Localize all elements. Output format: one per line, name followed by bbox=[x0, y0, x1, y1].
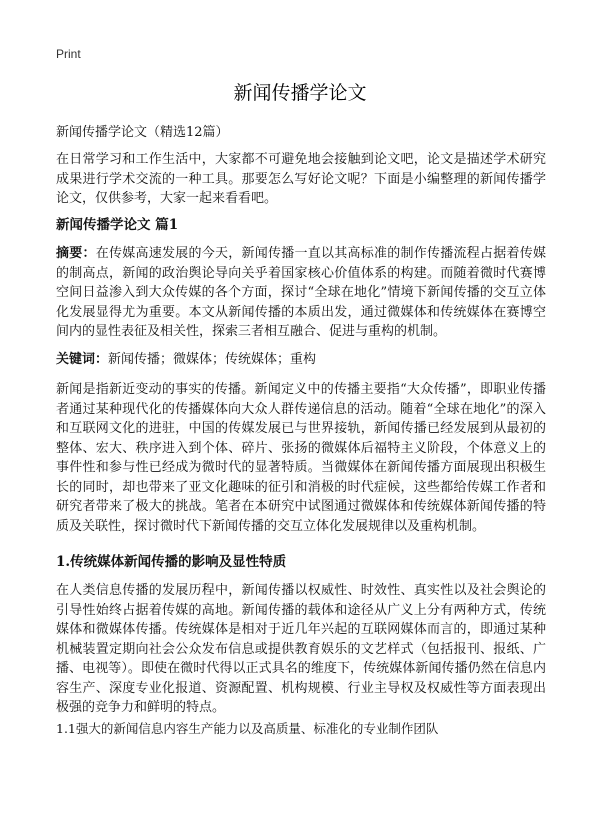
keywords-text: 新闻传播；微媒体；传统媒体；重构 bbox=[108, 352, 317, 367]
section-heading-2: 1.传统媒体新闻传播的影响及显性特质 bbox=[56, 554, 287, 570]
document-title: 新闻传播学论文 bbox=[233, 82, 367, 104]
abstract-paragraph bbox=[56, 244, 546, 342]
abstract-text: 在传媒高速发展的今天，新闻传播一直以其高标准的制作传播流程占据着传媒的制高点，新闻的政治舆论导向关乎着国家核心价值体系的构建。而随着微时代赛博空间日益渗入到大众传媒的各个方面，探讨“全球在地化”情境下新闻传播的交互立体化发展显得尤为重要。本文从新闻传播的本质出发，通过微媒体和传统媒体在赛博空间内的显性表征及相关性，探索三者相互融合、促进与重构的机制。 bbox=[56, 246, 546, 339]
keywords-paragraph bbox=[56, 350, 546, 370]
section-heading-1: 新闻传播学论文 篇1 bbox=[56, 217, 179, 233]
intro-paragraph: 在日常学习和工作生活中，大家都不可避免地会接触到论文吧，论文是描述学术研究成果进行学术交流的一种工具。那要怎么写好论文呢？下面是小编整理的新闻传播学论文，仅供参考，大家一起来看看吧。 bbox=[56, 152, 546, 206]
keywords-label: 关键词： bbox=[56, 352, 109, 367]
abstract-label: 摘要： bbox=[56, 246, 96, 261]
body-paragraph-2: 在人类信息传播的发展历程中，新闻传播以权威性、时效性、真实性以及社会舆论的引导性始终占据着传媒的高地。新闻传播的载体和途径从广义上分有两种方式，传统媒体和微媒体传播。传统媒体是相对于近几年兴起的互联网媒体而言的，即通过某种机械装置定期向社会公众发布信息或提供教育娱乐的文艺样式（包括报刊、报纸、广播、电视等）。即使在微时代得以正式具名的维度下，传统媒体新闻传播仍然在信息内容生产、深度专业化报道、资源配置、机构规模、行业主导权及权威性等方面表现出极强的竞争力和鲜明的特点。 bbox=[56, 583, 546, 715]
body-paragraph-1: 新闻是指新近变动的事实的传播。新闻定义中的传播主要指“大众传播”，即职业传播者通过某种现代化的传播媒体向大众人群传递信息的活动。随着“全球在地化”的深入和互联网文化的进驻，中国的传媒发展已与世界接轨，新闻传播已经发展到从最初的整体、宏大、秩序进入到个体、碎片、张扬的微媒体后福特主义阶段，个体意义上的事件性和参与性已经成为微时代的显著特质。当微媒体在新闻传播方面展现出积极生长的同时，却也带来了亚文化趣味的征引和消极的时代症候，这些都给传媒工作者和研究者带来了极大的挑战。笔者在本研究中试图通过微媒体和传统媒体新闻传播的特质及关联性，探讨微时代下新闻传播的交互立体化发展规律以及重构机制。 bbox=[56, 382, 546, 534]
document-subtitle: 新闻传播学论文（精选12篇） bbox=[56, 125, 229, 140]
subsection-heading-1-1: 1.1强大的新闻信息内容生产能力以及高质量、标准化的专业制作团队 bbox=[56, 721, 439, 736]
print-link[interactable]: Print bbox=[56, 47, 81, 61]
